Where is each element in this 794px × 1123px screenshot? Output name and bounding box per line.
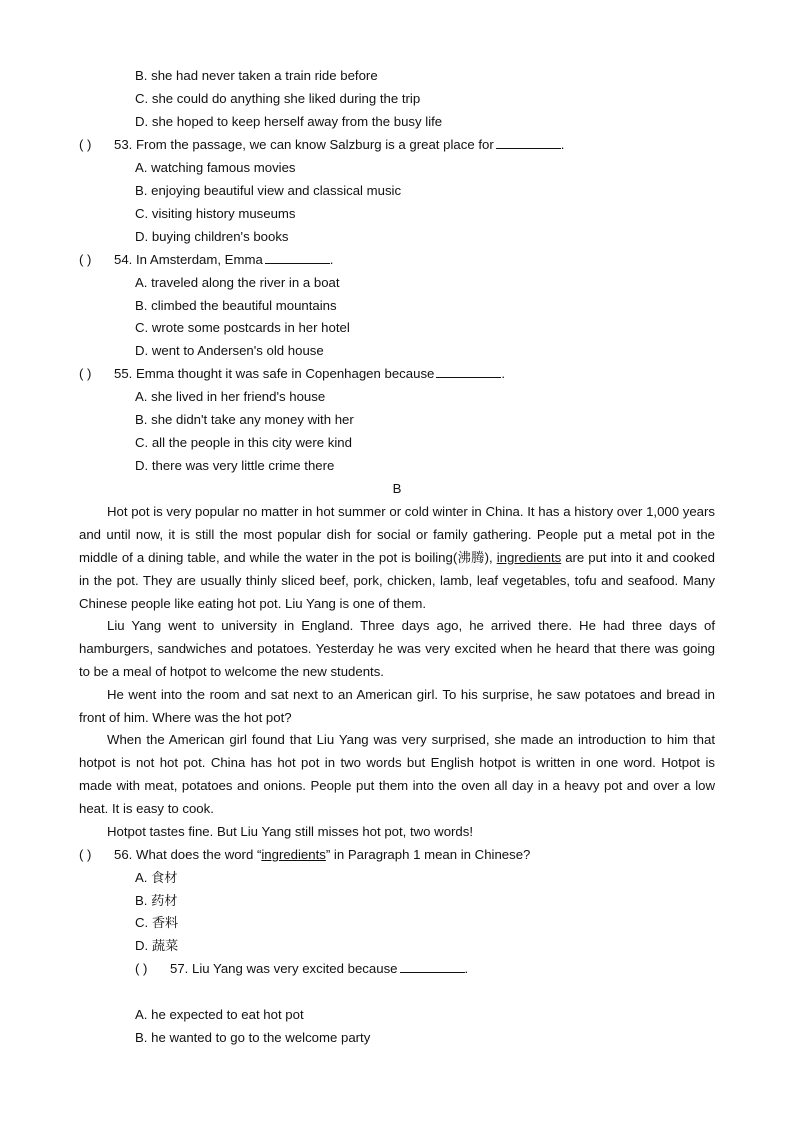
passage-paragraph-5: Hotpot tastes fine. But Liu Yang still misses hot pot, two words!: [107, 824, 474, 839]
q55-option-d: D. there was very little crime there: [135, 458, 335, 473]
q55-option-a: A. she lived in her friend's house: [135, 389, 326, 404]
q55-option-c: C. all the people in this city were kind: [135, 435, 352, 450]
q56-option-b: B. 药材: [135, 893, 178, 908]
question-text: 55. Emma thought it was safe in Copenhagen because: [114, 366, 435, 381]
q54-stem: ( ) 54. In Amsterdam, Emma .: [0, 248, 794, 271]
q56-stem: ( ) 56. What does the word “ingredients” in Paragraph 1 mean in Chinese?: [0, 843, 794, 866]
passage-paragraph-3: He went into the room and sat next to an American girl. To his surprise, he saw potatoes and bread in front of him. Where was the hot pot?: [79, 687, 715, 725]
underlined-word: ingredients: [261, 847, 326, 862]
answer-bracket[interactable]: ( ): [79, 366, 92, 381]
answer-bracket[interactable]: ( ): [79, 252, 92, 267]
q54-option-a: A. traveled along the river in a boat: [135, 275, 340, 290]
q52-option-d: D. she hoped to keep herself away from the busy life: [135, 114, 443, 129]
q53-option-b: B. enjoying beautiful view and classical music: [135, 183, 402, 198]
answer-bracket[interactable]: ( ): [79, 847, 92, 862]
underlined-word: ingredients: [496, 550, 562, 565]
answer-blank: [496, 134, 561, 149]
answer-blank: [265, 249, 330, 264]
answer-bracket[interactable]: ( ): [79, 137, 92, 152]
q56-option-a: A. 食材: [135, 870, 178, 885]
section-b-heading: B: [392, 481, 402, 496]
answer-blank: [400, 958, 465, 973]
q53-option-a: A. watching famous movies: [135, 160, 296, 175]
passage-paragraph-1: Hot pot is very popular no matter in hot summer or cold winter in China. It has a history over 1,000 years and until now, it is still the most popular dish for social or family gathering. People put a metal pot in the middle of a dining table, and while the water in the pot is boiling(沸腾), ingredients are put into it and cooked in the pot. They are usually thinly sliced beef, pork, chicken, lamb, leaf vegetables, tofu and seafood. Many Chinese people like eating hot pot. Liu Yang is one of them.: [79, 504, 715, 611]
passage-paragraph-4: When the American girl found that Liu Yang was very surprised, she made an introduction to him that hotpot is not hot pot. China has hot pot in two words but English hotpot is written in one word. Hotpot is made with meat, potatoes and onions. People put them into the oven all day in a heavy pot and over a low heat. It is easy to cook.: [79, 732, 715, 816]
q53-option-c: C. visiting history museums: [135, 206, 296, 221]
q55-option-b: B. she didn't take any money with her: [135, 412, 354, 427]
q56-option-d: D. 蔬菜: [135, 938, 179, 953]
q57-stem: ( ) 57. Liu Yang was very excited because .: [0, 957, 794, 980]
q52-option-c: C. she could do anything she liked during the trip: [135, 91, 421, 106]
q54-option-c: C. wrote some postcards in her hotel: [135, 320, 350, 335]
question-text: 54. In Amsterdam, Emma: [114, 252, 263, 267]
q54-option-d: D. went to Andersen's old house: [135, 343, 324, 358]
answer-blank: [436, 363, 501, 378]
q57-option-b: B. he wanted to go to the welcome party: [135, 1030, 371, 1045]
q53-option-d: D. buying children's books: [135, 229, 289, 244]
question-text: 57. Liu Yang was very excited because: [170, 961, 398, 976]
answer-bracket[interactable]: ( ): [135, 961, 148, 976]
q57-option-a: A. he expected to eat hot pot: [135, 1007, 304, 1022]
q55-stem: ( ) 55. Emma thought it was safe in Copenhagen because .: [0, 362, 794, 385]
question-text: 53. From the passage, we can know Salzburg is a great place for: [114, 137, 494, 152]
passage-paragraph-2: Liu Yang went to university in England. Three days ago, he arrived there. He had three days of hamburgers, sandwiches and potatoes. Yesterday he was very excited when he heard that there was going to be a meal of hotpot to welcome the new students.: [79, 618, 715, 679]
q52-option-b: B. she had never taken a train ride before: [135, 68, 378, 83]
q53-stem: ( ) 53. From the passage, we can know Salzburg is a great place for .: [0, 133, 794, 156]
q56-option-c: C. 香料: [135, 915, 179, 930]
q54-option-b: B. climbed the beautiful mountains: [135, 298, 337, 313]
